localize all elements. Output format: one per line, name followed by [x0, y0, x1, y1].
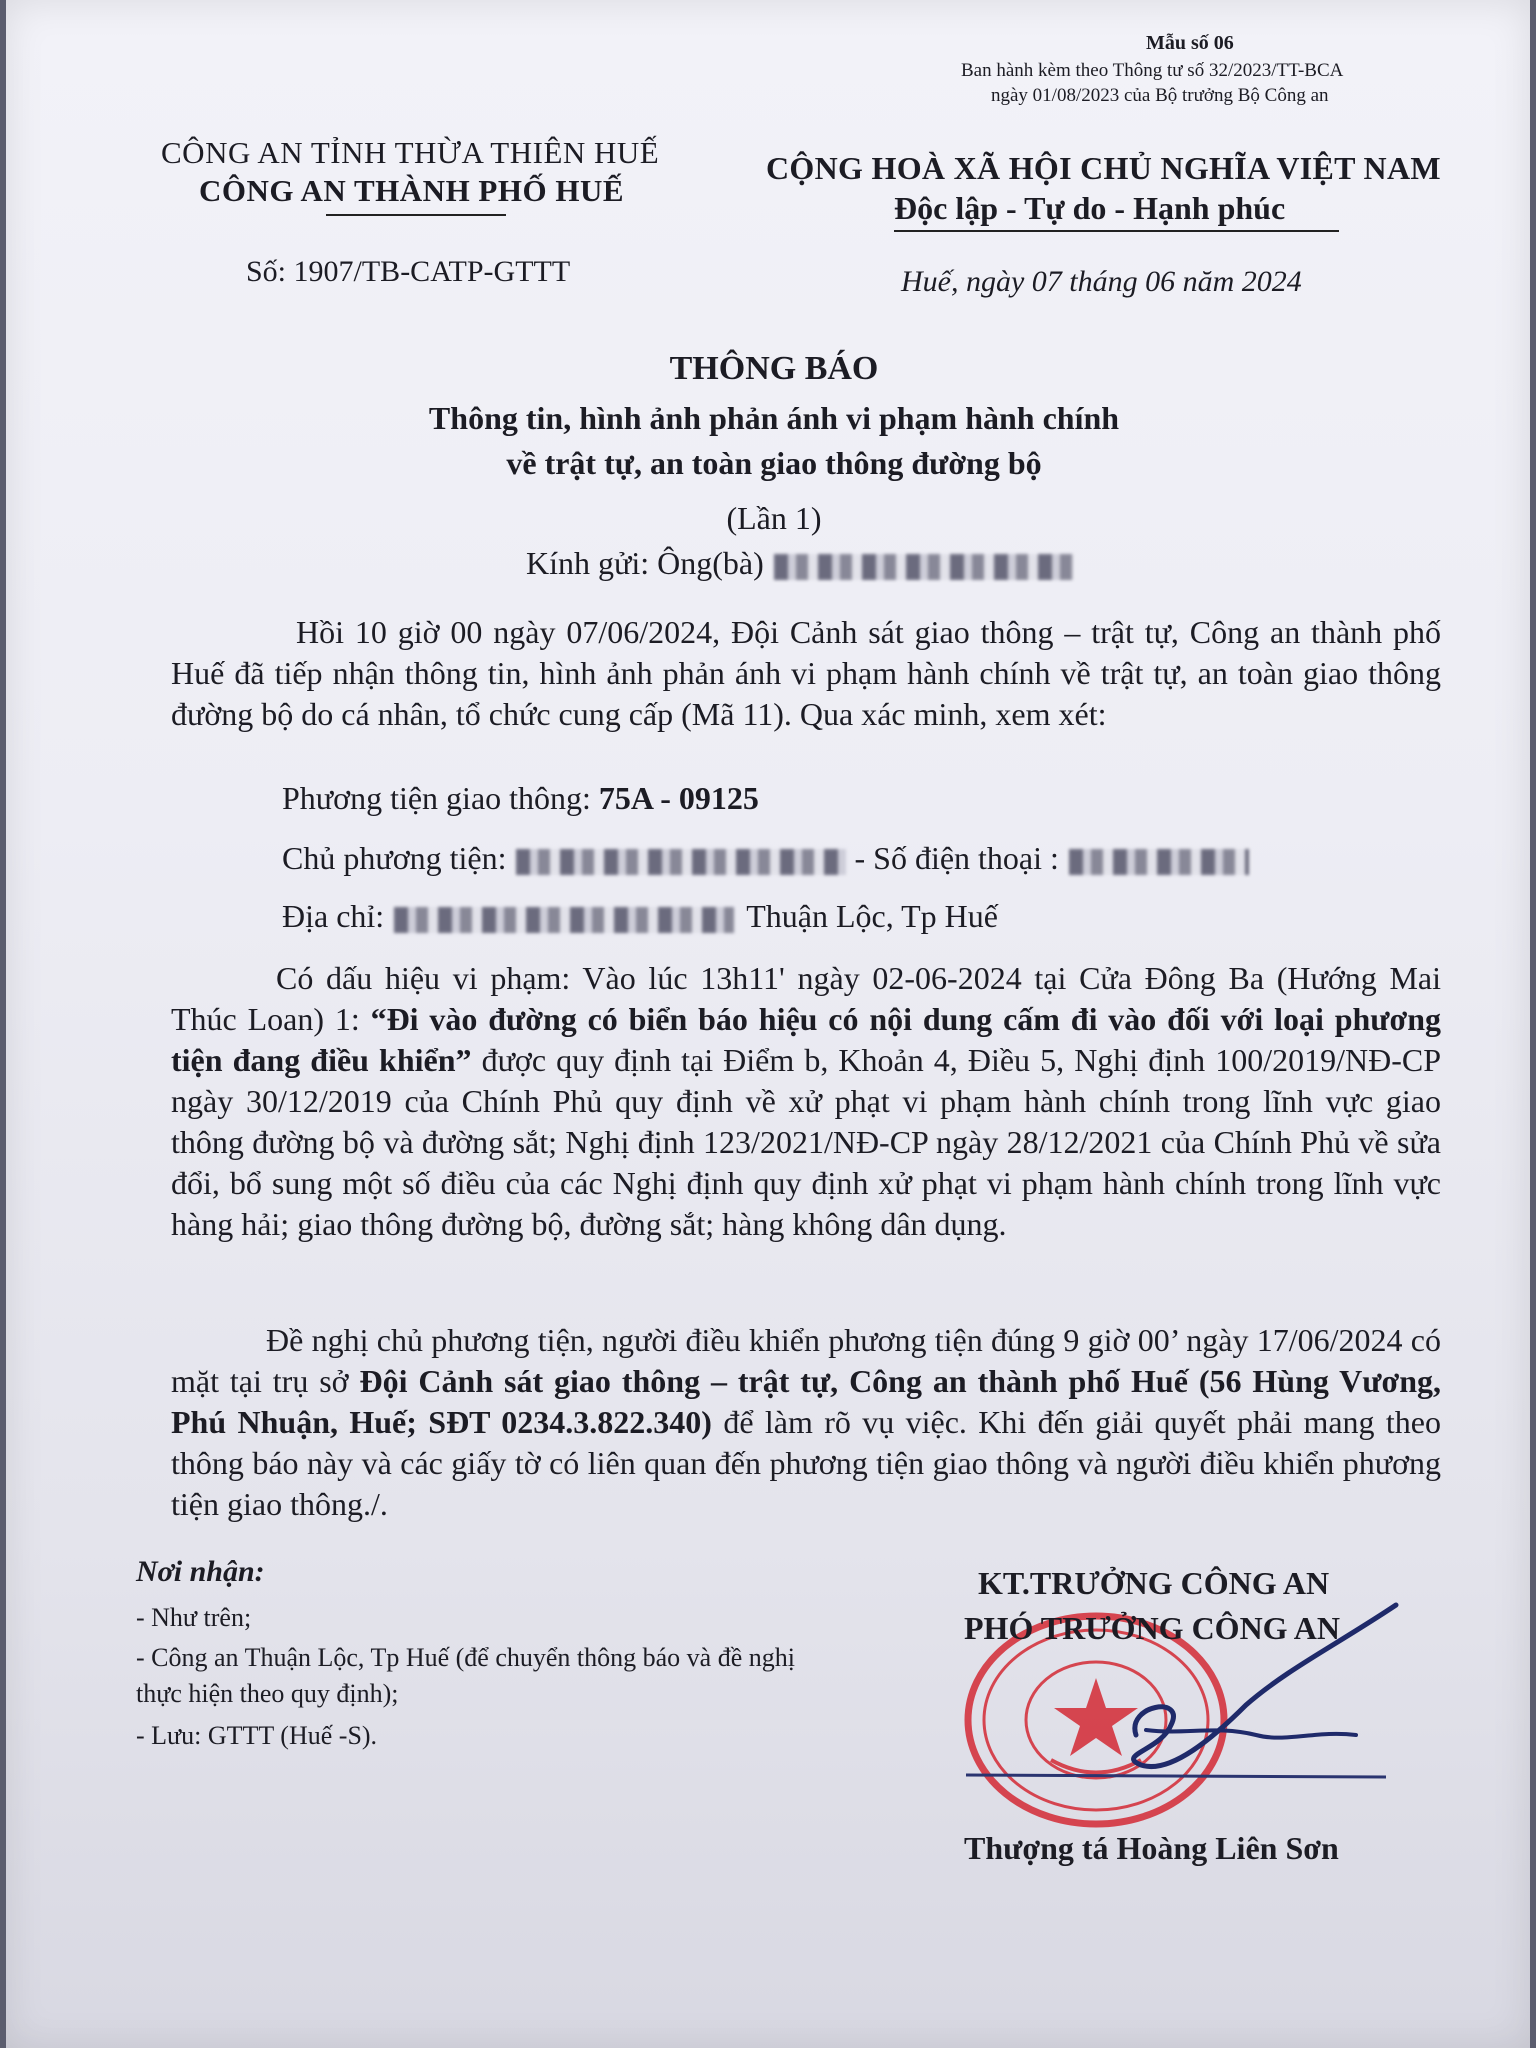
recipients-item: - Công an Thuận Lộc, Tp Huế (để chuyển thông báo và đề nghị thực hiện theo quy định); — [136, 1643, 795, 1708]
owner-line — [282, 840, 1249, 877]
document-title: THÔNG BÁO — [669, 350, 879, 387]
document-number: Số: 1907/TB-CATP-GTTT — [246, 255, 571, 288]
phone-label: - Số điện thoại : — [846, 840, 1059, 876]
vehicle-label: Phương tiện giao thông: — [282, 780, 599, 816]
document-subtitle-line2: về trật tự, an toàn giao thông đường bộ — [506, 445, 1042, 481]
request-text-a: Đề nghị chủ phương tiện, người điều khiển phương tiện đúng 9 giờ 00’ ngày 17/06/2024 có mặt tại trụ sở — [171, 1322, 1441, 1399]
vehicle-plate: 75A - 09125 — [598, 780, 759, 816]
form-issued-with: Ban hành kèm theo Thông tư số 32/2023/TT-BCA — [961, 60, 1344, 81]
notice-count: (Lần 1) — [726, 500, 822, 536]
address-tail: Thuận Lộc, Tp Huế — [746, 898, 998, 934]
address-label: Địa chỉ: — [282, 898, 385, 934]
form-number: Mẫu số 06 — [1146, 32, 1234, 54]
redacted-owner-name — [516, 849, 846, 875]
recipients-item: - Lưu: GTTT (Huế -S). — [136, 1721, 378, 1750]
signer-name: Thượng tá Hoàng Liên Sơn — [964, 1830, 1339, 1866]
recipients-item: - Như trên; — [136, 1603, 252, 1632]
recipient-line — [526, 545, 1074, 582]
request-text-b: để làm rõ vụ việc. Khi đến giải quyết phải mang theo thông báo này và các giấy tờ có liên quan đến phương tiện giao thông và người điều khiển phương tiện giao thông./. — [171, 1404, 1442, 1522]
signature-title-line1: KT.TRƯỞNG CÔNG AN — [978, 1565, 1330, 1601]
motto-underline — [894, 230, 1339, 232]
violation-text-b: được quy định tại Điểm b, Khoản 4, Điều 5, Nghị định 100/2019/NĐ-CP ngày 30/12/2019 của Chính Phủ quy định về xử phạt vi phạm hành chính trong lĩnh vực giao thông đường bộ và đường sắt; Nghị định 123/2021/NĐ-CP ngày 28/12/2021 của Chính Phủ về sửa đổi, bổ sung một số điều của các Nghị định quy định xử phạt vi phạm hành chính trong lĩnh vực hàng hải; giao thông đường bộ, đường sắt; hàng không dân dụng. — [171, 1042, 1442, 1242]
agency-parent: CÔNG AN TỈNH THỪA THIÊN HUẾ — [161, 135, 660, 170]
owner-label: Chủ phương tiện: — [282, 840, 507, 876]
document-subtitle-line1: Thông tin, hình ảnh phản ánh vi phạm hành chính — [428, 400, 1120, 436]
vehicle-line — [282, 780, 759, 817]
recipient-label: Kính gửi: Ông(bà) — [526, 545, 764, 581]
signature-title-line2: PHÓ TRƯỞNG CÔNG AN — [964, 1610, 1341, 1646]
violation-text-a: Có dấu hiệu vi phạm: Vào lúc 13h11' ngày 02-06-2024 tại Cửa Đông Ba (Hướng Mai Thúc Loan) 1: — [171, 960, 1441, 1037]
request-office: Đội Cảnh sát giao thông – trật tự, Công an thành phố Huế (56 Hùng Vương, Phú Nhuận, Huế; SĐT 0234.3.822.340) — [171, 1363, 1442, 1440]
paragraph-violation — [171, 958, 1441, 1245]
handwritten-signature — [956, 1585, 1406, 1815]
redacted-recipient-name — [774, 554, 1074, 580]
form-issued-date: ngày 01/08/2023 của Bộ trưởng Bộ Công an — [991, 85, 1329, 106]
paragraph-request — [171, 1320, 1441, 1525]
nation-name: CỘNG HOÀ XÃ HỘI CHỦ NGHĨA VIỆT NAM — [766, 150, 1441, 186]
paragraph-intro: Hồi 10 giờ 00 ngày 07/06/2024, Đội Cảnh sát giao thông – trật tự, Công an thành phố Huế đã tiếp nhận thông tin, hình ảnh phản ánh vi phạm hành chính về trật tự, an toàn giao thông đường bộ do cá nhân, tổ chức cung cấp (Mã 11). Qua xác minh, xem xét: — [171, 614, 1441, 732]
violation-description: “Đi vào đường có biển báo hiệu có nội dung cấm đi vào đối với loại phương tiện đang điều khiển” — [171, 1001, 1442, 1078]
redacted-address — [394, 907, 734, 933]
recipients-title: Nơi nhận: — [136, 1555, 265, 1588]
address-line — [282, 898, 998, 935]
document-page — [6, 0, 1530, 2048]
agency-underline — [326, 214, 506, 216]
agency-name: CÔNG AN THÀNH PHỐ HUẾ — [199, 173, 625, 208]
redacted-phone — [1069, 849, 1249, 875]
nation-motto: Độc lập - Tự do - Hạnh phúc — [894, 190, 1286, 226]
place-date: Huế, ngày 07 tháng 06 năm 2024 — [901, 265, 1302, 298]
